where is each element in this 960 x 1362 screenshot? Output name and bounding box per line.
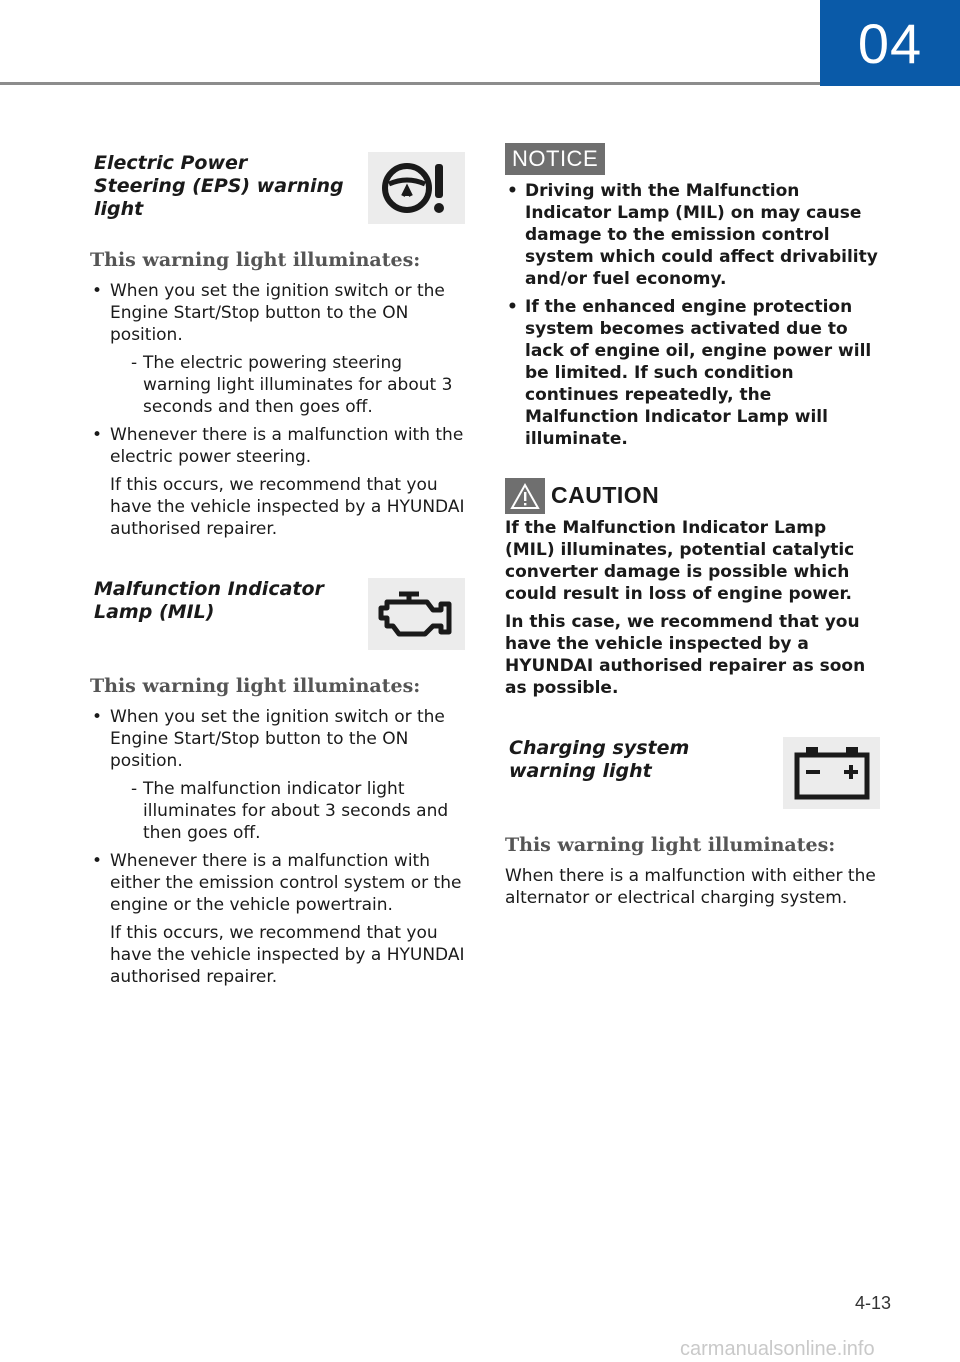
engine-check-icon [377,586,457,642]
mil-subhead: This warning light illuminates: [90,675,421,697]
eps-subhead: This warning light illuminates: [90,249,421,271]
eps-warning-icon [377,158,457,218]
mil-title: Malfunction Indicator Lamp (MIL) [94,578,324,623]
eps-bullet-1-text: When you set the ignition switch or the Engine Start/Stop button to the ON position. [110,281,445,345]
warning-triangle-icon [510,482,540,510]
charging-title: Charging system warning light [509,737,690,782]
notice-bullet-1: • Driving with the Malfunction Indicator Lamp (MIL) on may cause damage to the emission control system which could affect drivability and/or fuel economy. [505,180,880,290]
caution-para-1: If the Malfunction Indicator Lamp (MIL) illuminates, potential catalytic converter damage is possible which could result in loss of engine power. [505,518,855,604]
header-rule [0,82,820,85]
page-number: 4-13 [855,1293,892,1313]
notice-body [505,180,880,456]
eps-dash-1: - The electric powering steering warning light illuminates for about 3 seconds and then goes off. [110,352,465,418]
mil-icon-box [368,578,465,650]
mil-section-header [90,578,465,650]
mil-body [90,706,465,994]
charging-section-header [505,737,880,809]
eps-body [90,280,465,546]
mil-bullet-2 [90,850,465,988]
eps-icon-box [368,152,465,224]
notice-bullet-2: • If the enhanced engine protection system becomes activated due to lack of engine oil, engine power will be limited. If such condition continues repeatedly, the Malfunction Indicator Lamp will illuminate. [505,296,880,450]
chapter-tab: 04 [820,0,960,86]
charging-subhead: This warning light illuminates: [505,834,836,856]
battery-icon [792,745,872,801]
mil-bullet-1 [90,706,465,844]
caution-body [505,517,880,699]
caution-triangle-icon [505,478,545,514]
charging-body: When there is a malfunction with either the alternator or electrical charging system. [505,866,876,908]
eps-bullet-2-text: Whenever there is a malfunction with the electric power steering. [110,425,464,467]
charging-icon-box [783,737,880,809]
eps-para-2: If this occurs, we recommend that you have the vehicle inspected by a HYUNDAI authorised repairer. [110,475,465,539]
eps-section-header [90,152,465,224]
eps-title: Electric Power Steering (EPS) warning light [94,152,344,220]
eps-bullet-2 [90,424,465,540]
mil-para-2: If this occurs, we recommend that you have the vehicle inspected by a HYUNDAI authorised repairer. [110,923,465,987]
caution-title: CAUTION [551,482,660,508]
caution-para-2: In this case, we recommend that you have the vehicle inspected by a HYUNDAI authorised repairer as soon as possible. [505,612,866,698]
mil-dash-1: - The malfunction indicator light illuminates for about 3 seconds and then goes off. [110,778,465,844]
eps-bullet-1 [90,280,465,418]
watermark: carmanualsonline.info [680,1338,875,1360]
mil-bullet-2-text: Whenever there is a malfunction with either the emission control system or the engine or the vehicle powertrain. [110,851,462,915]
notice-badge: NOTICE [505,143,605,175]
mil-bullet-1-text: When you set the ignition switch or the Engine Start/Stop button to the ON position. [110,707,445,771]
